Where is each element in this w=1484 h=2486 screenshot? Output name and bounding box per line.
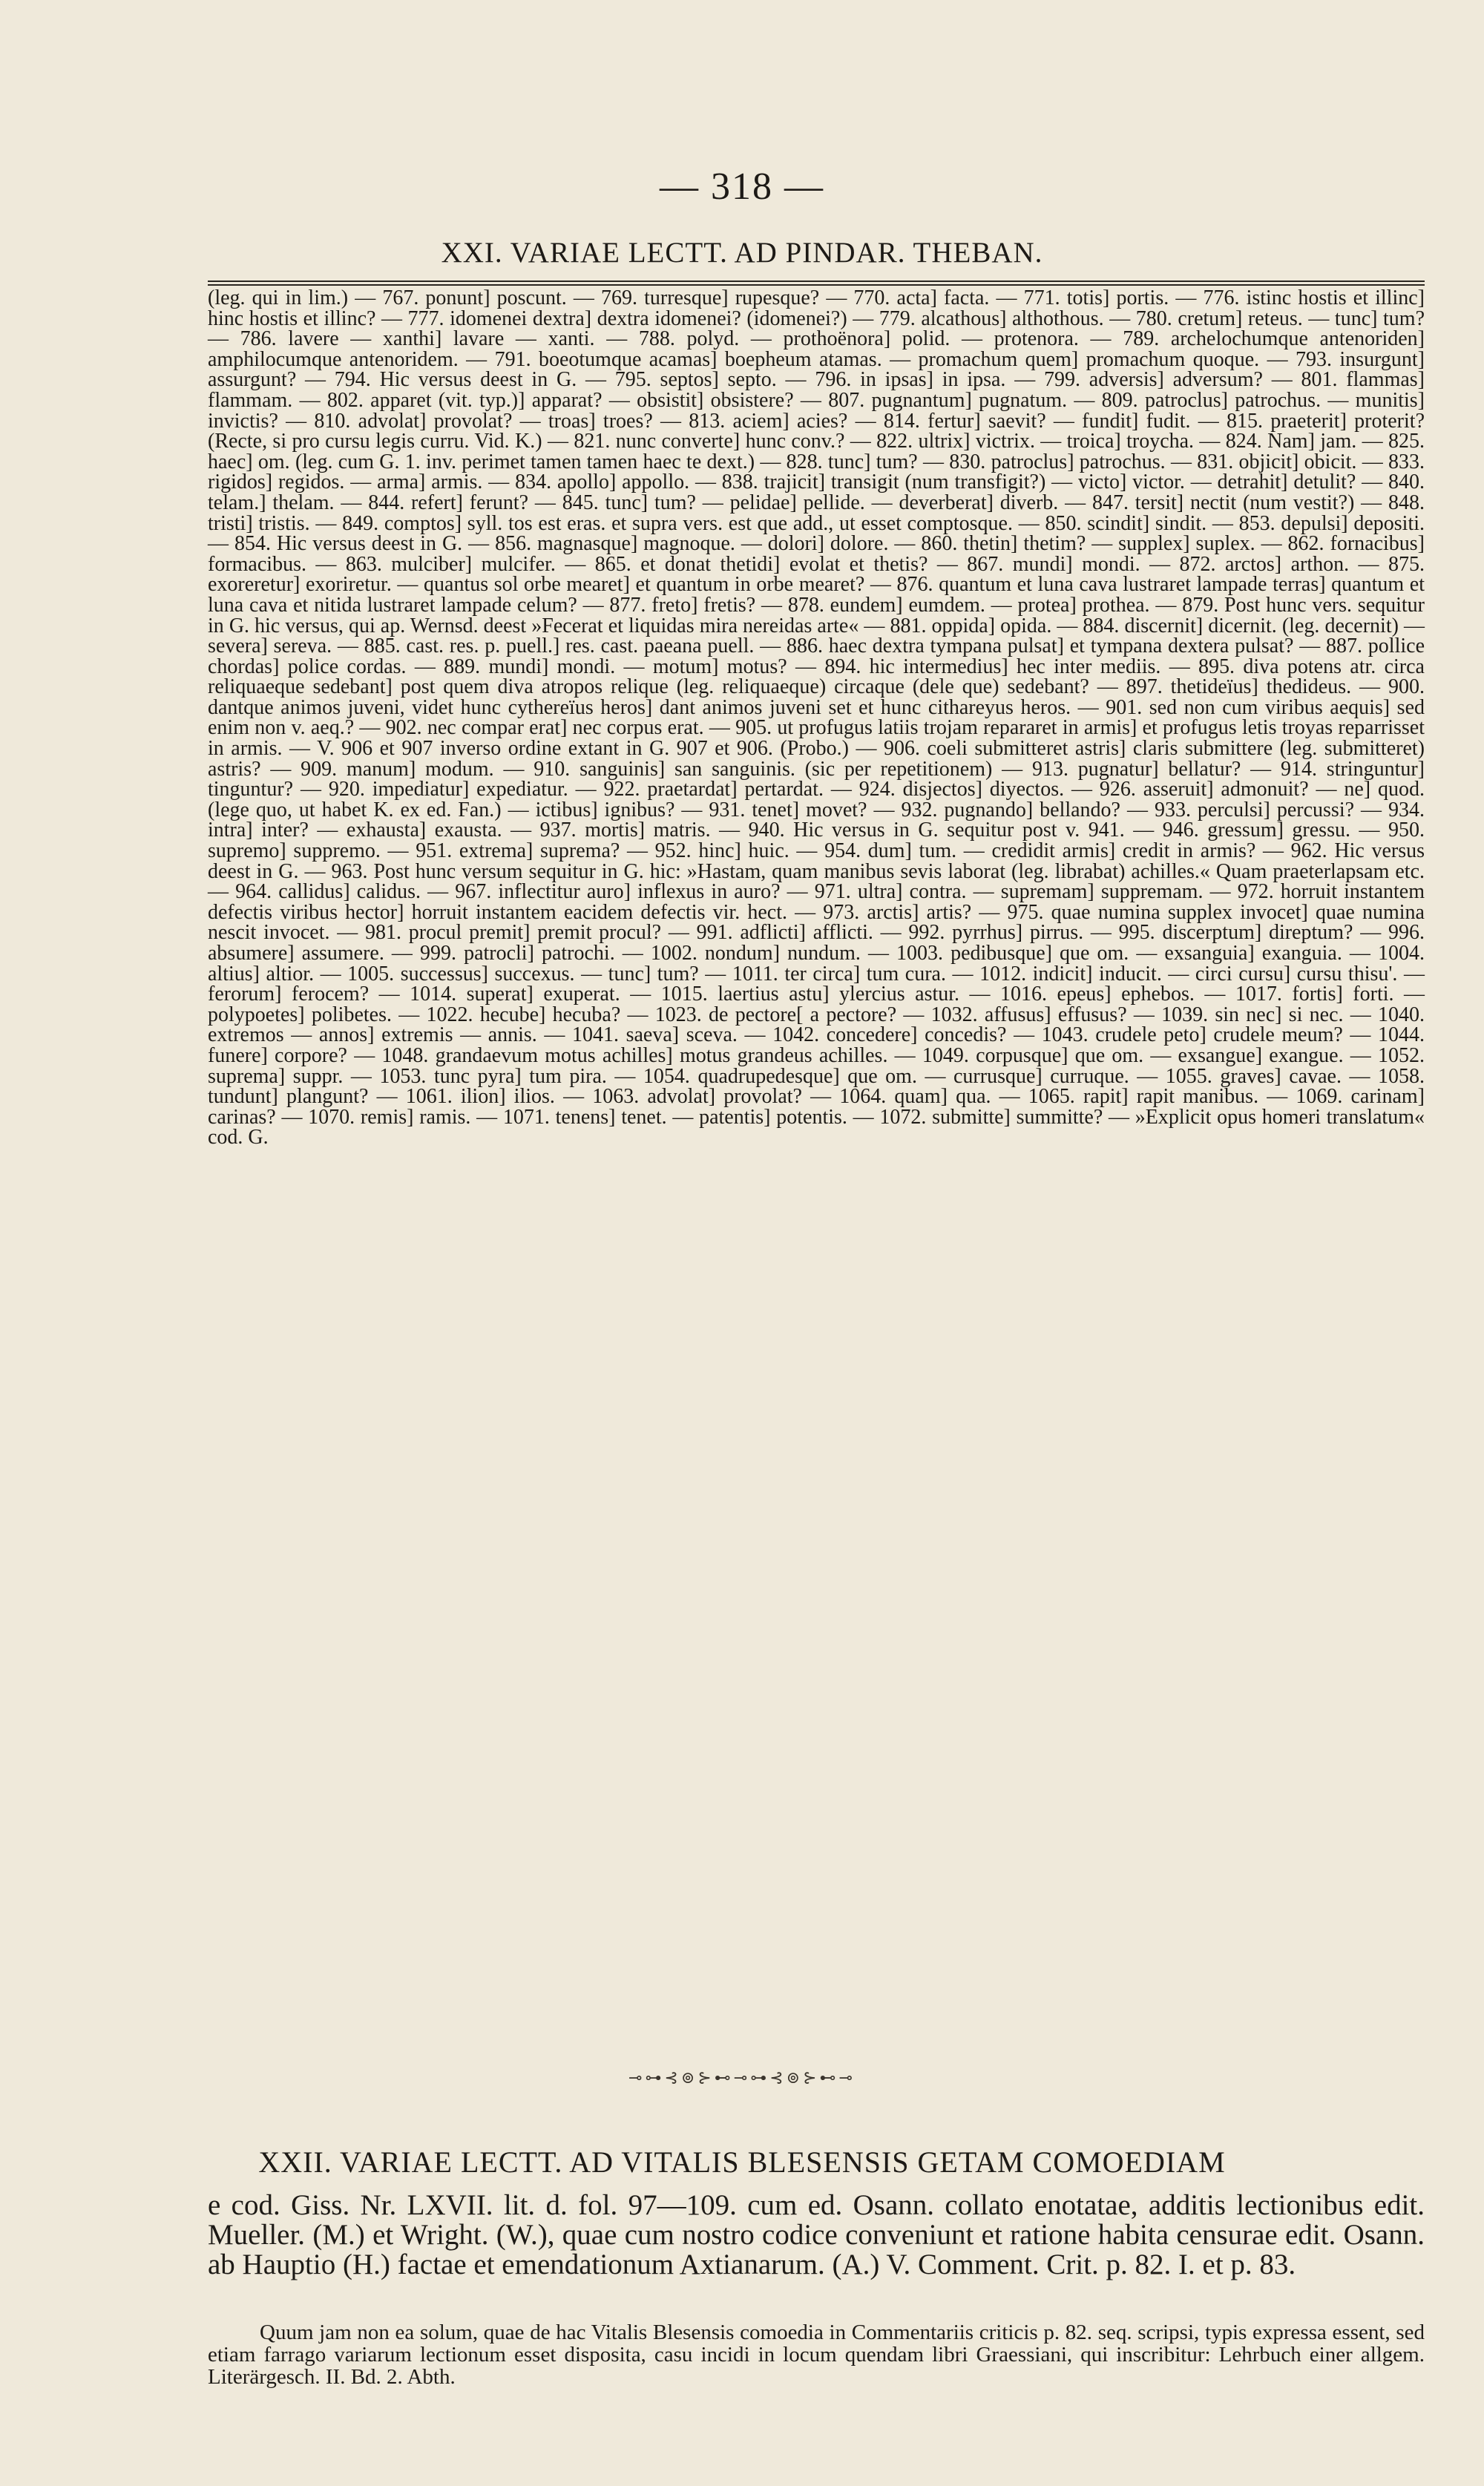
page-number: — 318 —	[660, 165, 824, 208]
section-22-intro: e cod. Giss. Nr. LXVII. lit. d. fol. 97—109. cum ed. Osann. collato enotatae, additis lectionibus edit. Mueller. (M.) et Wright. (W.), quae cum nostro codice conveniunt et ratione habita censurae edit. Osann. ab Hauptio (H.) factae et emendationum Axtianarum. (A.) V. Comment. Crit. p. 82. I. et p. 83.	[208, 2189, 1425, 2280]
title-rule-top	[208, 281, 1425, 282]
variant-readings-apparatus: (leg. qui in lim.) — 767. ponunt] poscunt. — 769. turresque] rupesque? — 770. acta] facta. — 771. totis] portis. — 776. istinc hostis et illinc] hinc hostis et illinc? — 777. idomenei dextra] dextra idomenei? (idomenei?) — 779. alcathous] althothous. — 780. cretum] reteus. — tunc] tum? — 786. lavere — xanthi] lavare — xanti. — 788. polyd. — prothoënora] polid. — protenora. — 789. archelochumque antenoriden] amphilocumque antenoridem. — 791. boeotumque acamas] boepheum atamas. — promachum quem] promachum quoque. — 793. insurgunt] assurgunt? — 794. Hic versus deest in G. — 795. septos] septo. — 796. in ipsas] in ipsa. — 799. adversis] adversum? — 801. flammas] flammam. — 802. apparet (vit. typ.)] apparat? — obsistit] obsistere? — 807. pugnantum] pugnatum. — 809. patroclus] patrochus. — munitis] invictis? — 810. advolat] provolat? — troas] troes? — 813. aciem] acies? — 814. fertur] saevit? — fundit] fudit. — 815. praeterit] proterit? (Recte, si pro cursu legis curru. Vid. K.) — 821. nunc converte] hunc conv.? — 822. ultrix] victrix. — troica] troycha. — 824. Nam] jam. — 825. haec] om. (leg. cum G. 1. inv. perimet tamen tamen haec te dext.) — 828. tunc] tum? — 830. patroclus] patrochus. — 831. objicit] obicit. — 833. rigidos] regidos. — arma] armis. — 834. apollo] appollo. — 838. trajicit] transigit (num transfigit?) — victo] victor. — detrahit] detulit? — 840. telam.] thelam. — 844. refert] ferunt? — 845. tunc] tum? — pelidae] pellide. — deverberat] diverb. — 847. tersit] nectit (num vestit?) — 848. tristi] tristis. — 849. comptos] syll. tos est eras. et supra vers. est que add., ut esset comptosque. — 850. scindit] sindit. — 853. depulsi] depositi. — 854. Hic versus deest in G. — 856. magnasque] magnoque. — dolori] dolore. — 860. thetin] thetim? — supplex] suplex. — 862. fornacibus] formacibus. — 863. mulciber] mulcifer. — 865. et donat thetidi] evolat et thetis? — 867. mundi] mondi. — 872. arctos] arthon. — 875. exoreretur] exoriretur. — quantus sol orbe mearet] et quantum in orbe mearet? — 876. quantum et luna cava lustraret lampade terras] quantum et luna cava et nitida lustraret lampade celum? — 877. freto] fretis? — 878. eundem] eumdem. — protea] prothea. — 879. Post hunc vers. sequitur in G. hic versus, qui ap. Wernsd. deest »Fecerat et liquidas mira nereidas arte« — 881. oppida] opida. — 884. discernit] dicernit. (leg. decernit) — severa] sereva. — 885. cast. res. p. puell.] res. cast. paeana puell. — 886. haec dextra tympana pulsat] et tympana dextera pulsat? — 887. pollice chordas] police cordas. — 889. mundi] mondi. — motum] motus? — 894. hic intermedius] hec inter mediis. — 895. diva potens atr. circa reliquaeque sedebant] post quem diva atropos relique (leg. reliquaeque) circaque (dele que) sedebant? — 897. thetideïus] thedideus. — 900. dantque animos juveni, videt hunc cythereïus heros] dant animos juveni set et hunc cithareyus heros. — 901. sed non cum viribus aequis] sed enim non v. aeq.? — 902. nec compar erat] nec corpus erat. — 905. ut profugus latiis trojam repararet in armis] et profugus letis troyas reparrisset in armis. — V. 906 et 907 inverso ordine extant in G. 907 et 906. (Probo.) — 906. coeli submitteret astris] claris submittere (leg. submitteret) astris? — 909. manum] modum. — 910. sanguinis] san sanguinis. (sic per repetitionem) — 913. pugnatur] bellatur? — 914. stringuntur] tinguntur? — 920. impediatur] expediatur. — 922. praetardat] pertardat. — 924. disjectos] diyectos. — 926. asseruit] admonuit? — ne] quod. (lege quo, ut habet K. ex ed. Fan.) — ictibus] ignibus? — 931. tenet] movet? — 932. pugnando] bellando? — 933. perculsi] percussi? — 934. intra] inter? — exhausta] exausta. — 937. mortis] matris. — 940. Hic versus in G. sequitur post v. 941. — 946. gressum] gressu. — 950. supremo] suppremo. — 951. extrema] suprema? — 952. hinc] huic. — 954. dum] tum. — credidit armis] credit in armis? — 962. Hic versus deest in G. — 963. Post hunc versum sequitur in G. hic: »Hastam, quam manibus sevis laborat (leg. librabat) achilles.« Quam praeterlapsam etc. — 964. callidus] calidus. — 967. inflectitur auro] inflexus in auro? — 971. ultra] contra. — supremam] suppremam. — 972. horruit instantem defectis viribus hector] horruit instantem eacidem defectis vir. hect. — 973. arctis] artis? — 975. quae numina supplex invocet] quae numina nescit invocet. — 981. procul premit] premit procul? — 991. adflicti] afflicti. — 992. pyrrhus] pirrus. — 995. discerptum] direptum? — 996. absumere] assumere. — 999. patrocli] patrochi. — 1002. nondum] nundum. — 1003. pedibusque] que om. — exsanguia] exanguia. — 1004. altius] altior. — 1005. successus] succexus. — tunc] tum? — 1011. ter circa] tum cura. — 1012. indicit] inducit. — circi cursu] cursu thisu'. — ferorum] ferocem? — 1014. superat] exuperat. — 1015. laertius astu] ylercius astur. — 1016. epeus] ephebos. — 1017. fortis] forti. — polypoetes] polibetes. — 1022. hecube] hecuba? — 1023. de pectore[ a pectore? — 1032. affusus] effusus? — 1039. sin nec] si nec. — 1040. extremos — annos] extremis — annis. — 1041. saeva] sceva. — 1042. concedere] concedis? — 1043. crudele peto] crudele meum? — 1044. funere] corpore? — 1048. grandaevum motus achilles] motus grandeus achilles. — 1049. corpusque] que om. — exsangue] exangue. — 1052. suprema] suppr. — 1053. tunc pyra] tum pira. — 1054. quadrupedesque] que om. — currusque] curruque. — 1055. graves] cavae. — 1058. tundunt] plangunt? — 1061. ilion] ilios. — 1063. advolat] provolat? — 1064. quam] qua. — 1065. rapit] rapit manibus. — 1069. carinam] carinas? — 1070. remis] ramis. — 1071. tenens] tenet. — patentis] potentis. — 1072. submitte] summitte? — »Explicit opus homeri translatum« cod. G.	[208, 286, 1425, 1149]
section-divider-ornament: ⊸⊶⊰⊚⊱⊷⊸⊶⊰⊚⊱⊷⊸	[628, 2069, 856, 2087]
section-21-title: XXI. VARIAE LECTT. AD PINDAR. THEBAN.	[441, 237, 1043, 269]
section-22-title: XXII. VARIAE LECTT. AD VITALIS BLESENSIS GETAM COMOEDIAM	[258, 2145, 1226, 2179]
section-22-paragraph: Quum jam non ea solum, quae de hac Vitalis Blesensis comoedia in Commentariis criticis p. 82. seq. scripsi, typis expressa essent, sed etiam farrago variarum lectionum esset disposita, casu incidi in locum quendam libri Graessiani, qui inscribitur: Lehrbuch einer allgem. Literärgesch. II. Bd. 2. Abth.	[208, 2321, 1425, 2389]
title-rule-bottom	[208, 284, 1425, 286]
